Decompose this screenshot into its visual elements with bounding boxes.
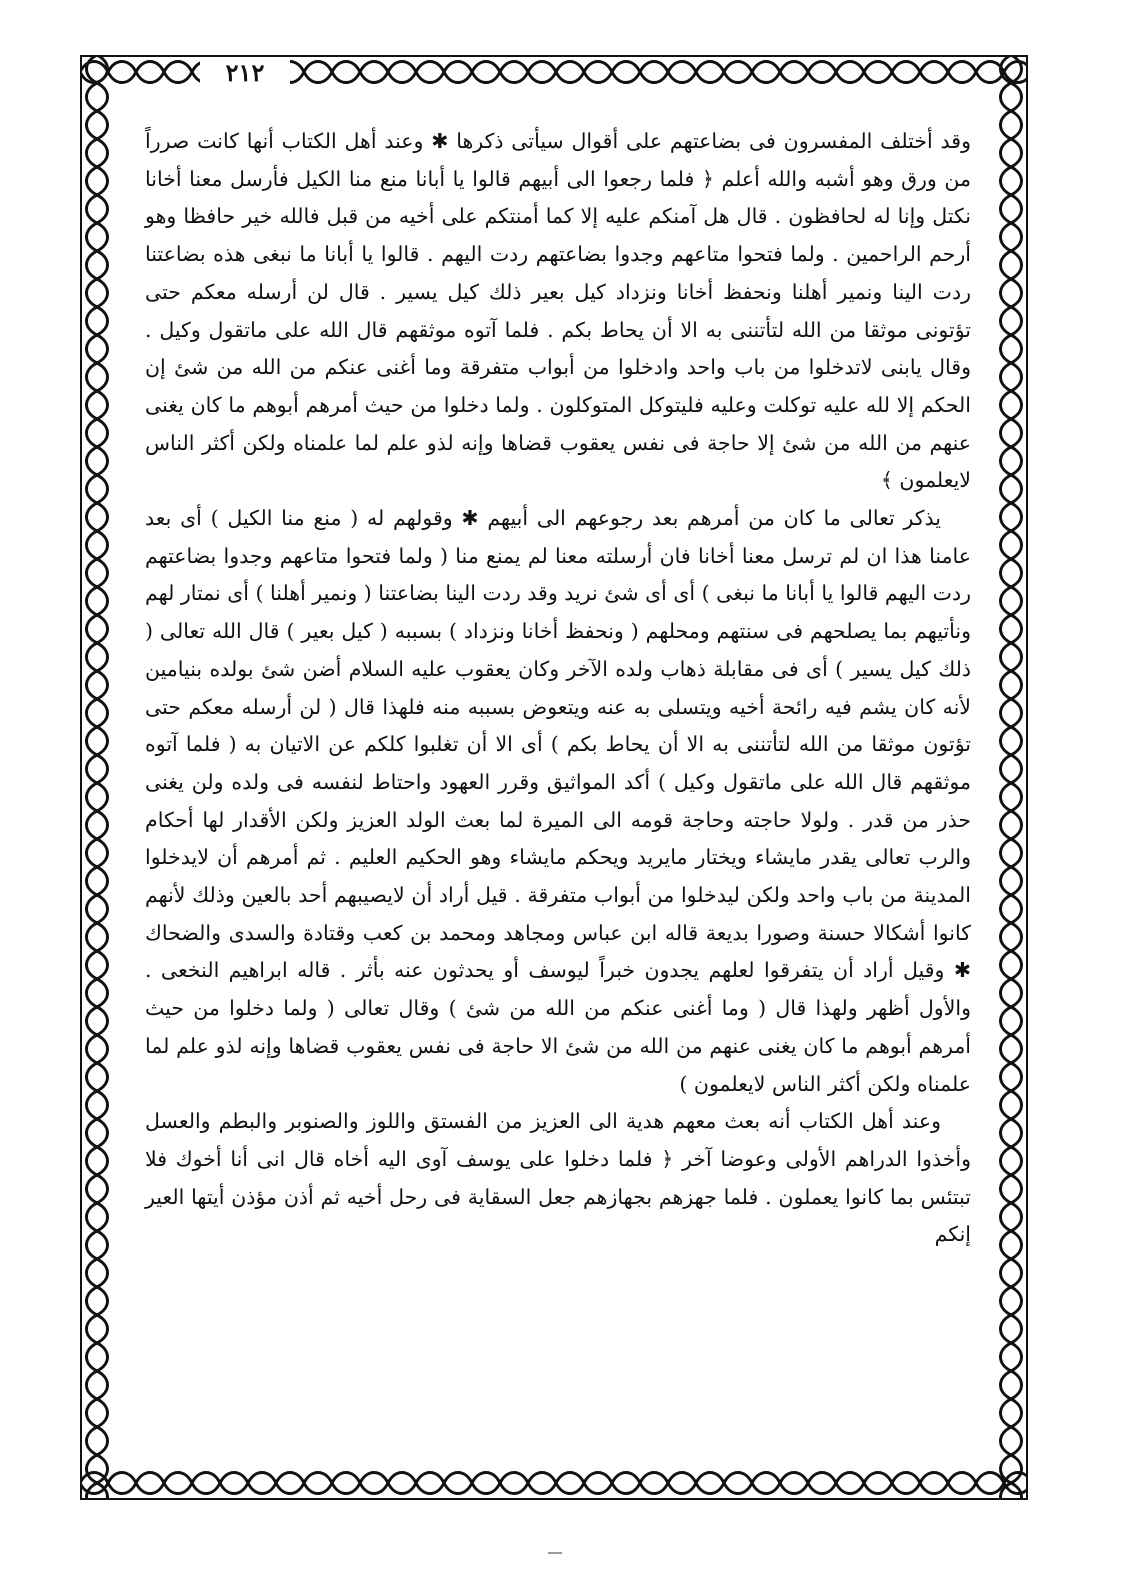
- page-number: ٢١٢: [200, 58, 290, 88]
- paragraph: يذكر تعالى ما كان من أمرهم بعد رجوعهم الى أبيهم ✱ وقولهم له ( منع منا الكيل ) أى بعد عامنا هذا ان لم ترسل معنا أخانا فان أرسلته معنا لم يمنع منا ( ولما فتحوا متاعهم وجدوا بضاعتهم ردت اليهم قالوا يا أبانا ما نبغى ) أى أى شئ نريد وقد ردت الينا بضاعتنا ( ونمير أهلنا ) أى نمتار لهم ونأتيهم بما يصلحهم فى سنتهم ومحلهم ( ونحفظ أخانا ونزداد ) بسببه ( كيل بعير ) قال الله تعالى ( ذلك كيل يسير ) أى فى مقابلة ذهاب ولده الآخر وكان يعقوب عليه السلام أضن شئ بولده بنيامين لأنه كان يشم فيه رائحة أخيه ويتسلى به عنه ويتعوض بسببه منه فلهذا قال ( لن أرسله معكم حتى تؤتون موثقا من الله لتأتننى به الا أن يحاط بكم ) أى الا أن تغلبوا كلكم عن الاتيان به ( فلما آتوه موثقهم قال الله على ماتقول وكيل ) أكد المواثيق وقرر العهود واحتاط لنفسه فى ولده ولن يغنى حذر من قدر . ولولا حاجته وحاجة قومه الى الميرة لما بعث الولد العزيز ولكن الأقدار لها أحكام والرب تعالى يقدر مايشاء ويختار مايريد ويحكم مايشاء وهو الحكيم العليم . ثم أمرهم أن لايدخلوا المدينة من باب واحد ولكن ليدخلوا من أبواب متفرقة . قيل أراد أن لايصيبهم أحد بالعين وذلك لأنهم كانوا أشكالا حسنة وصورا بديعة قاله ابن عباس ومجاهد ومحمد بن كعب وقتادة والسدى والضحاك ✱ وقيل أراد أن يتفرقوا لعلهم يجدون خبراً ليوسف أو يحدثون عنه بأثر . قاله ابراهيم النخعى . والأول أظهر ولهذا قال ( وما أغنى عنكم من الله من شئ ) وقال تعالى ( ولما دخلوا من حيث أمرهم أبوهم ما كان يغنى عنهم من الله من شئ الا حاجة فى نفس يعقوب قضاها وإنه لذو علم لما علمناه ولكن أكثر الناس لايعلمون ): [145, 506, 971, 1096]
- paragraph: وعند أهل الكتاب أنه بعث معهم هدية الى العزيز من الفستق واللوز والصنوبر والبطم والعسل وأخذوا الدراهم الأولى وعوضا آخر ﴿ فلما دخلوا على يوسف آوى اليه أخاه قال انى أنا أخوك فلا تبتئس بما كانوا يعملون . فلما جهزهم بجهازهم جعل السقاية فى رحل أخيه ثم أذن مؤذن أيتها العير إنكم: [145, 1109, 971, 1247]
- decorative-border-bottom: [80, 1466, 1028, 1500]
- scan-mark: [548, 1552, 562, 1554]
- body-text: [145, 123, 971, 1463]
- decorative-border-left: [80, 55, 114, 1500]
- decorative-border-right: [994, 55, 1028, 1500]
- paragraph: وقد أختلف المفسرون فى بضاعتهم على أقوال سيأتى ذكرها ✱ وعند أهل الكتاب أنها كانت صرراً من ورق وهو أشبه والله أعلم ﴿ فلما رجعوا الى أبيهم قالوا يا أبانا منع منا الكيل فأرسل معنا أخانا نكتل وإنا له لحافظون . قال هل آمنكم عليه إلا كما أمنتكم على أخيه من قبل فالله خير حافظا وهو أرحم الراحمين . ولما فتحوا متاعهم وجدوا بضاعتهم ردت اليهم . قالوا يا أبانا ما نبغى هذه بضاعتنا ردت الينا ونمير أهلنا ونحفظ أخانا ونزداد كيل بعير ذلك كيل يسير . قال لن أرسله معكم حتى تؤتونى موثقا من الله لتأتننى به الا أن يحاط بكم . فلما آتوه موثقهم قال الله على ماتقول وكيل . وقال يابنى لاتدخلوا من باب واحد وادخلوا من أبواب متفرقة وما أغنى عنكم من الله من شئ إن الحكم إلا لله عليه توكلت وعليه فليتوكل المتوكلون . ولما دخلوا من حيث أمرهم أبوهم ما كان يغنى عنهم من الله من شئ إلا حاجة فى نفس يعقوب قضاها وإنه لذو علم لما علمناه ولكن أكثر الناس لايعلمون ﴾: [145, 129, 971, 493]
